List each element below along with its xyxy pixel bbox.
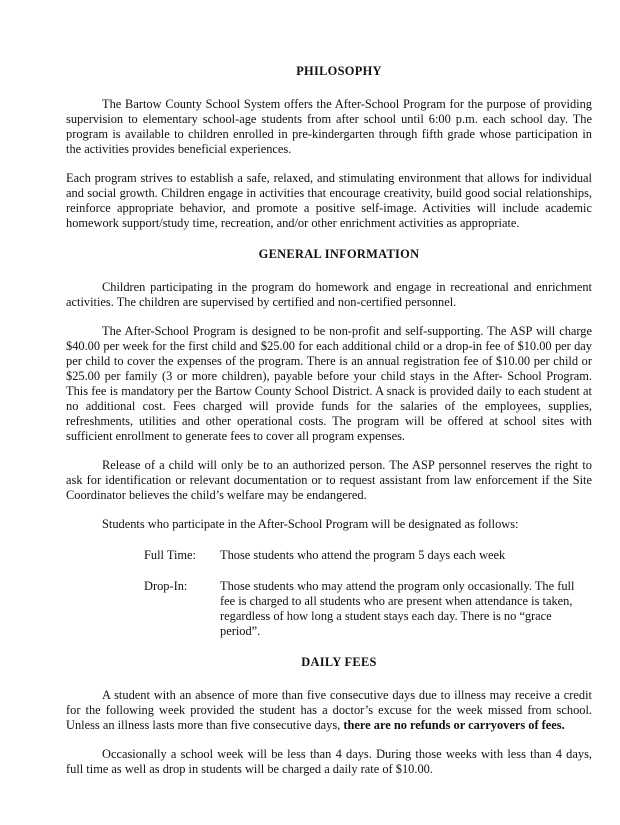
philosophy-paragraph-1: The Bartow County School System offers the After-School Program for the purpose of providing supervision to elementary school-age students from after school until 6:00 p.m. each school day. The program is available to children enrolled in pre-kindergarten through fifth grade whose participation in the activities provides beneficial experiences. bbox=[66, 97, 592, 156]
daily-fees-paragraph-2: Occasionally a school week will be less than 4 days. During those weeks with less than 4 days, full time as well as drop in students will be charged a daily rate of $10.00. bbox=[66, 747, 592, 776]
general-paragraph-2: The After-School Program is designed to be non-profit and self-supporting. The ASP will charge $40.00 per week for the first child and $25.00 for each additional child or a drop-in fee of $10.00 per day per child to cover the expenses of the program. There is an annual registration fee of $10.00 per child or $25.00 per family (3 or more children), payable before your child stays in the After- School Program. This fee is mandatory per the Bartow County School District. A snack is provided daily to each student at no additional cost. Fees charged will provide funds for the salaries of the employees, supplies, refreshments, utilities and other operational costs. The program will be offered at school sites with sufficient enrollment to generate fees to cover all program expenses. bbox=[66, 324, 592, 443]
heading-daily-fees: DAILY FEES bbox=[301, 655, 377, 669]
heading-general-information: GENERAL INFORMATION bbox=[258, 247, 420, 261]
general-paragraph-4: Students who participate in the After-School Program will be designated as follows: bbox=[102, 517, 519, 531]
heading-philosophy: PHILOSOPHY bbox=[296, 64, 382, 78]
designation-definition: Those students who may attend the program only occasionally. The full fee is charged to all students who are present when attendance is taken, regardless of how long a student stays each day. There is no “grace period”. bbox=[220, 579, 575, 638]
general-paragraph-1: Children participating in the program do homework and engage in recreational and enrichment activities. The children are supervised by certified and non-certified personnel. bbox=[66, 280, 592, 309]
general-paragraph-3: Release of a child will only be to an authorized person. The ASP personnel reserves the right to ask for identification or relevant documentation or to request assistant from law enforcement if the Site Coordinator believes the child’s welfare may be endangered. bbox=[66, 458, 592, 502]
daily-fees-text: A student with an absence of more than five consecutive days due to illness may receive a credit for the following week provided the student has a doctor’s excuse for the week missed from school. Unless an illness lasts more than five consecutive days, bbox=[66, 688, 592, 732]
designation-full-time bbox=[144, 548, 582, 563]
no-refunds-emphasis: there are no refunds or carryovers of fees. bbox=[343, 718, 565, 732]
designation-list bbox=[144, 548, 582, 639]
designation-term: Drop-In: bbox=[144, 579, 188, 593]
philosophy-paragraph-2: Each program strives to establish a safe, relaxed, and stimulating environment that allows for individual and social growth. Children engage in activities that encourage creativity, build good social relationships, reinforce appropriate behavior, and promote a positive self-image. Activities will include academic homework support/study time, recreation, and/or other enrichment activities as appropriate. bbox=[66, 171, 592, 230]
designation-definition: Those students who attend the program 5 days each week bbox=[220, 548, 506, 562]
designation-term: Full Time: bbox=[144, 548, 197, 562]
designation-drop-in bbox=[144, 579, 582, 639]
daily-fees-paragraph-1 bbox=[66, 688, 592, 733]
